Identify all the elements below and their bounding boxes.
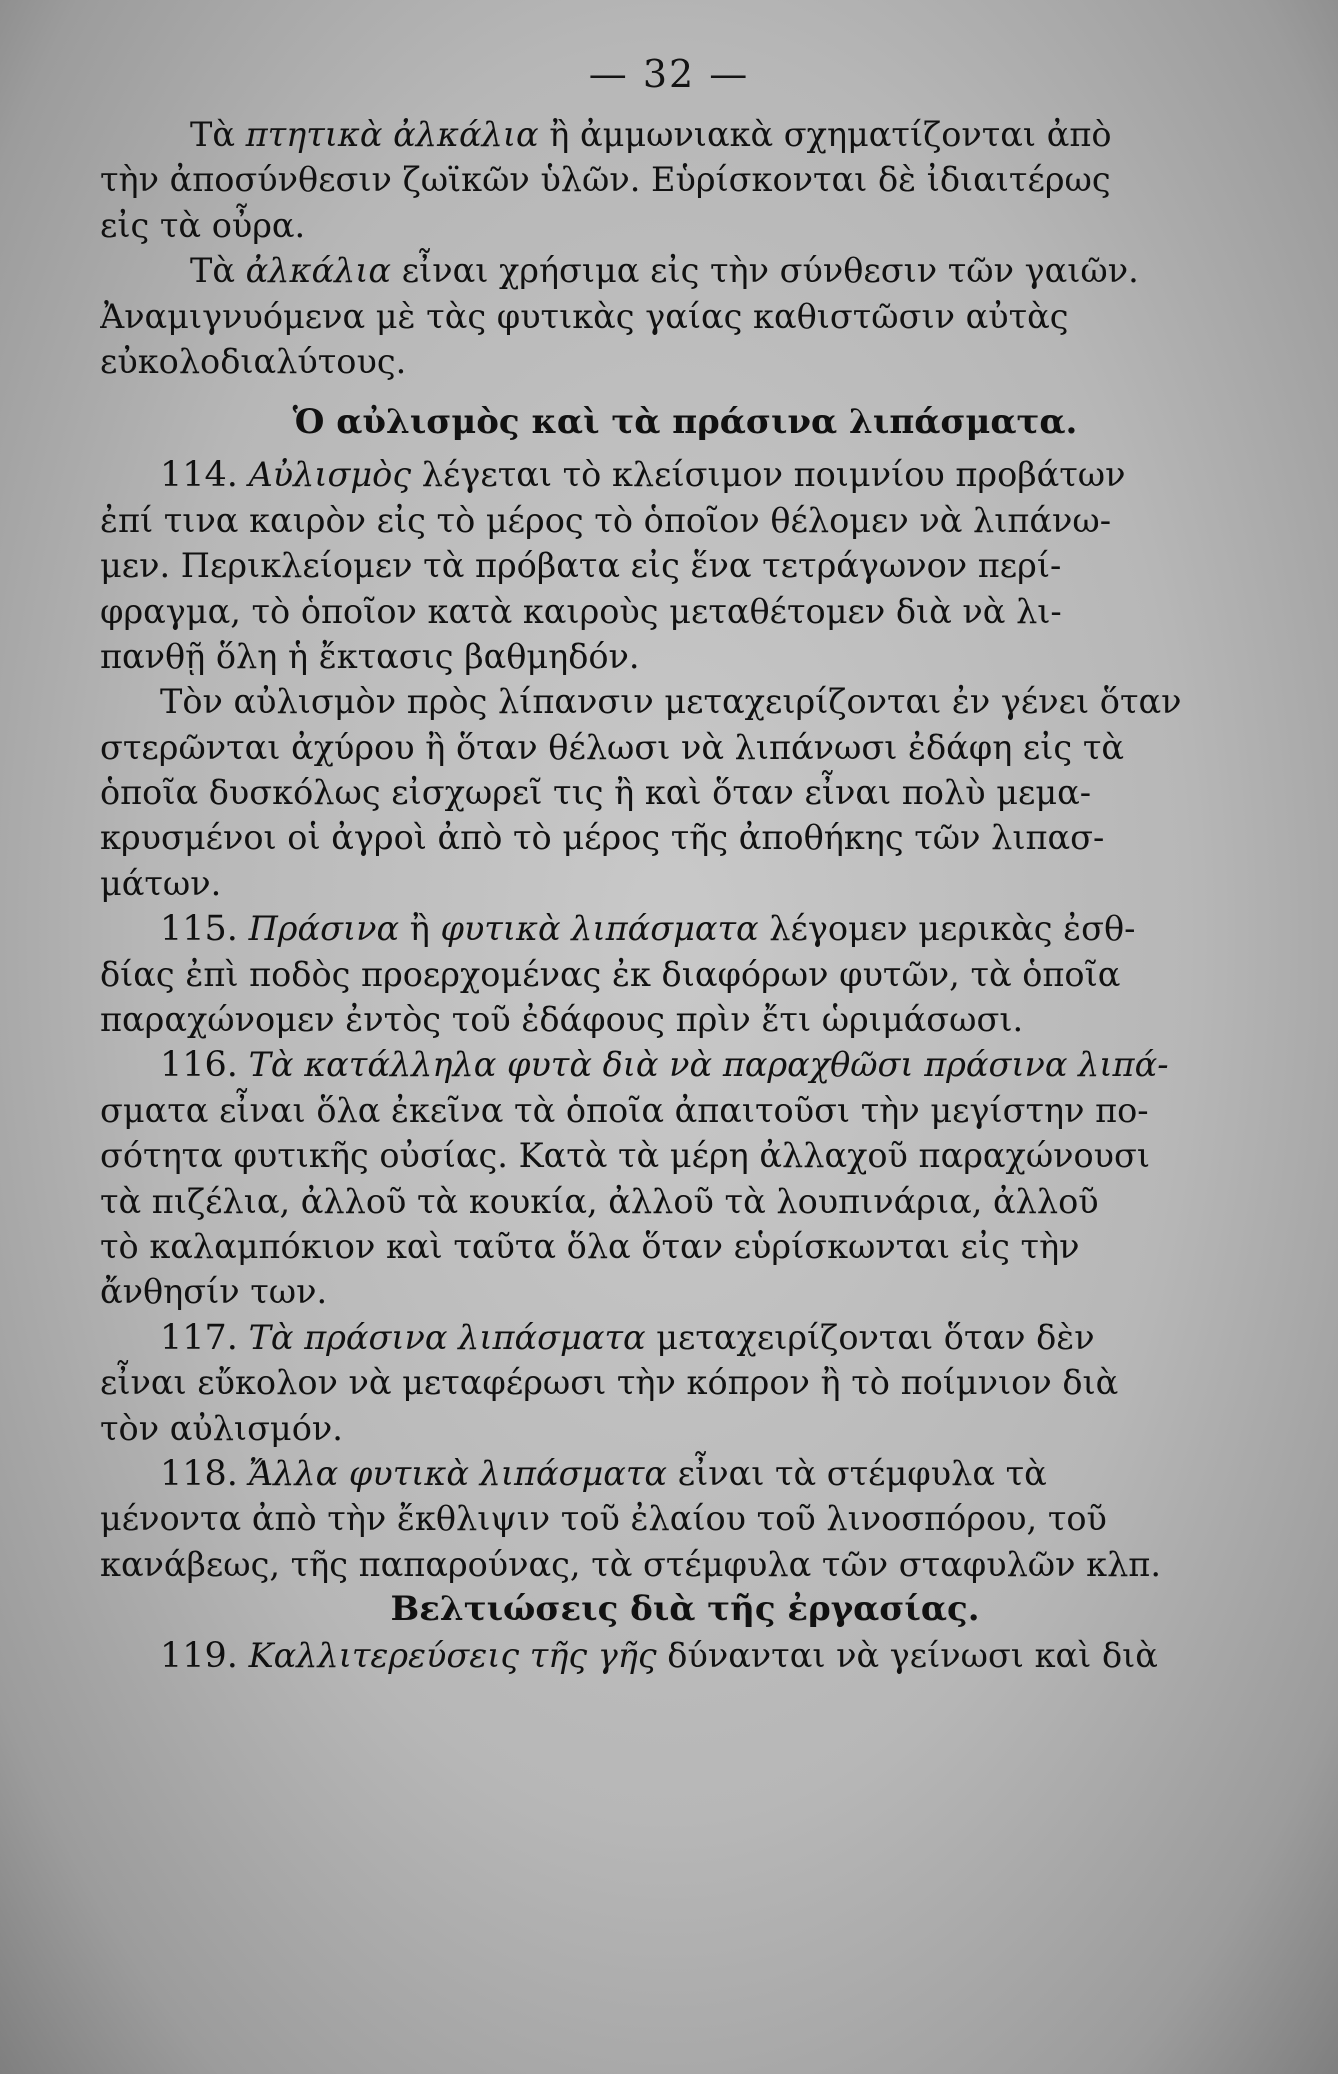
text-line: μένοντα ἀπὸ τὴν ἔκθλιψιν τοῦ ἐλαίου τοῦ λινοσπόρου, τοῦ [100, 1499, 1107, 1539]
text-line: ἄνθησίν των. [100, 1272, 328, 1312]
text-line: στερῶνται ἀχύρου ἢ ὅταν θέλωσι νὰ λιπάνωσι ἐδάφη εἰς τὰ [100, 727, 1124, 767]
paragraph-117-line: 117. Τὰ πράσινα λιπάσματα μεταχειρίζονται ὅταν δὲν [160, 1317, 1095, 1358]
section-heading: Βελτιώσεις διὰ τῆς ἐργασίας. [390, 1589, 980, 1630]
text-line: κρυσμένοι οἱ ἀγροὶ ἀπὸ τὸ μέρος τῆς ἀποθήκης τῶν λιπασ- [100, 818, 1105, 858]
text-line: μεν. Περικλείομεν τὰ πρόβατα εἰς ἕνα τετράγωνον περί- [100, 546, 1062, 586]
text-line: τὴν ἀποσύνθεσιν ζωϊκῶν ὑλῶν. Εὑρίσκονται δὲ ἰδιαιτέρως [100, 160, 1111, 200]
section-heading: Ὁ αὐλισμὸς καὶ τὰ πράσινα λιπάσματα. [292, 402, 1078, 443]
paragraph-116-line: 116. Τὰ κατάλληλα φυτὰ διὰ νὰ παραχθῶσι πράσινα λιπά- [160, 1045, 1169, 1086]
text-line: παραχώνομεν ἐντὸς τοῦ ἐδάφους πρὶν ἔτι ὡριμάσωσι. [100, 1000, 1024, 1040]
text-line: εἰς τὰ οὖρα. [100, 205, 306, 245]
text-line: Τὰ ἀλκάλια εἶναι χρήσιμα εἰς τὴν σύνθεσιν τῶν γαιῶν. [190, 251, 1139, 291]
page-number: — 32 — [588, 52, 750, 96]
text-line: Ἀναμιγνυόμενα μὲ τὰς φυτικὰς γαίας καθιστῶσιν αὐτὰς [100, 296, 1069, 336]
page-text [100, 112, 1270, 1678]
text-line: δίας ἐπὶ ποδὸς προερχομένας ἐκ διαφόρων φυτῶν, τὰ ὁποῖα [100, 954, 1121, 994]
text-line: σότητα φυτικῆς οὐσίας. Κατὰ τὰ μέρη ἀλλαχοῦ παραχώνουσι [100, 1136, 1151, 1176]
text-line: τὸν αὐλισμόν. [100, 1408, 343, 1448]
text-line: Τὸν αὐλισμὸν πρὸς λίπανσιν μεταχειρίζονται ἐν γένει ὅταν [160, 682, 1182, 722]
text-line: σματα εἶναι ὅλα ἐκεῖνα τὰ ὁποῖα ἀπαιτοῦσι τὴν μεγίστην πο- [100, 1090, 1149, 1130]
text-line: ἐπί τινα καιρὸν εἰς τὸ μέρος τὸ ὁποῖον θέλομεν νὰ λιπάνω- [100, 500, 1112, 540]
text-line: ὁποῖα δυσκόλως εἰσχωρεῖ τις ἢ καὶ ὅταν εἶναι πολὺ μεμα- [100, 773, 1092, 813]
paragraph-119-line: 119. Καλλιτερεύσεις τῆς γῆς δύνανται νὰ γείνωσι καὶ διὰ [160, 1635, 1158, 1676]
text-line: Τὰ πτητικὰ ἀλκάλια ἢ ἀμμωνιακὰ σχηματίζονται ἀπὸ [190, 115, 1112, 154]
text-line: εἶναι εὔκολον νὰ μεταφέρωσι τὴν κόπρον ἢ τὸ ποίμνιον διὰ [100, 1363, 1119, 1403]
paragraph-115-line: 115. Πράσινα ἢ φυτικὰ λιπάσματα λέγομεν μερικὰς ἐσθ- [160, 909, 1136, 950]
paragraph-118-line: 118. Ἄλλα φυτικὰ λιπάσματα εἶναι τὰ στέμφυλα τὰ [160, 1453, 1047, 1494]
text-line: εὐκολοδιαλύτους. [100, 341, 407, 381]
text-line: πανθῇ ὅλη ἡ ἔκτασις βαθμηδόν. [100, 636, 640, 676]
text-line: μάτων. [100, 863, 222, 903]
text-line: τὰ πιζέλια, ἀλλοῦ τὰ κουκία, ἀλλοῦ τὰ λουπινάρια, ἀλλοῦ [100, 1181, 1099, 1221]
text-line: τὸ καλαμπόκιον καὶ ταῦτα ὅλα ὅταν εὑρίσκωνται εἰς τὴν [100, 1226, 1080, 1266]
paragraph-114-line: 114. Αὐλισμὸς λέγεται τὸ κλείσιμον ποιμνίου προβάτων [160, 455, 1126, 496]
text-line: κανάβεως, τῆς παπαρούνας, τὰ στέμφυλα τῶν σταφυλῶν κλπ. [100, 1544, 1161, 1584]
text-line: φραγμα, τὸ ὁποῖον κατὰ καιροὺς μεταθέτομεν διὰ νὰ λι- [100, 591, 1062, 631]
